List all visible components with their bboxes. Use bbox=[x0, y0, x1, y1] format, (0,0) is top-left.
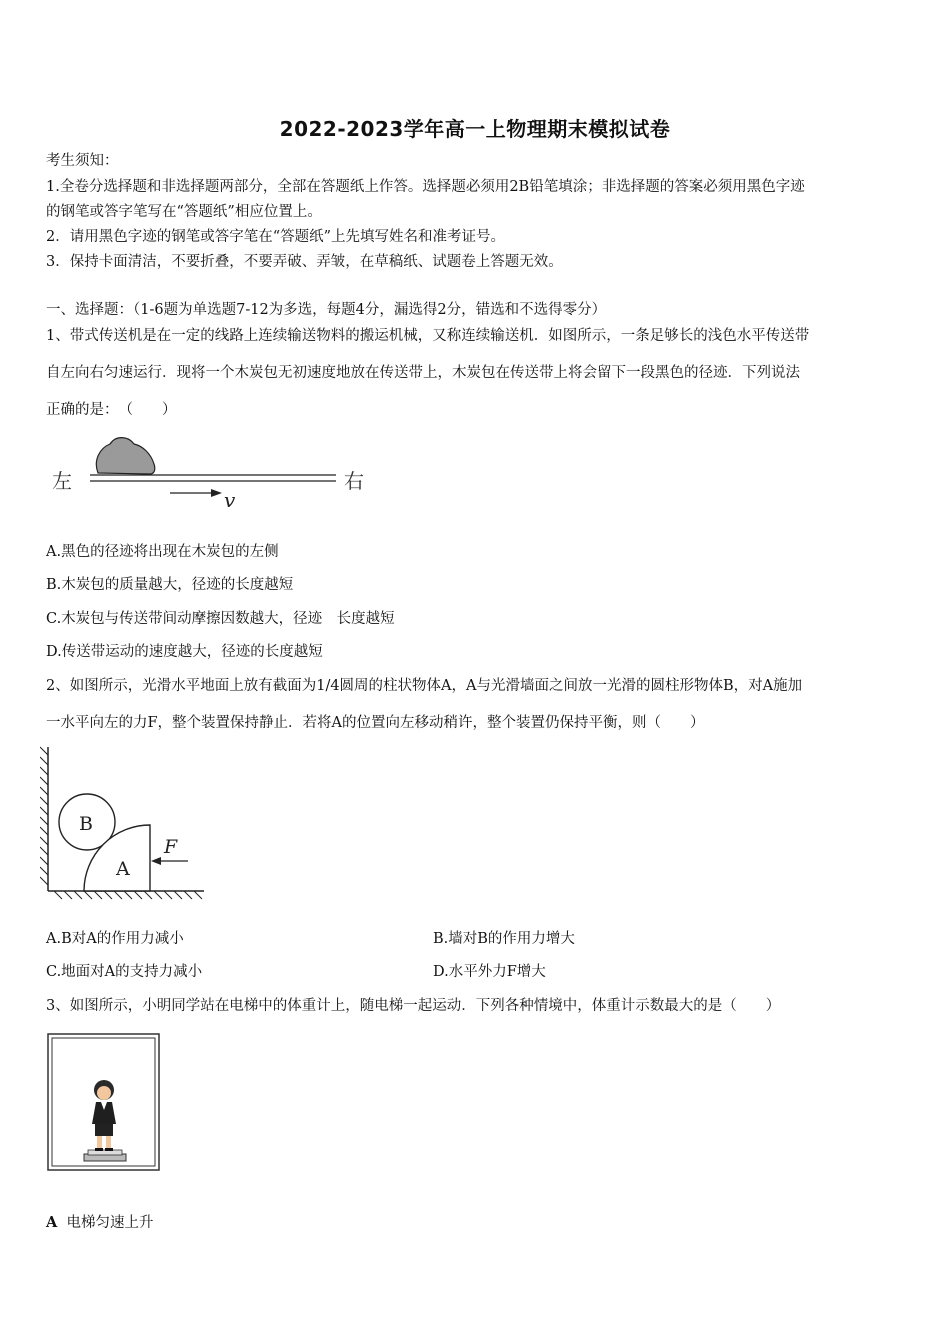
q1-option-b: B.木炭包的质量越大，径迹的长度越短 bbox=[46, 577, 294, 593]
velocity-arrowhead bbox=[211, 489, 222, 497]
notice-item-2: 2．请用黑色字迹的钢笔或答字笔在“答题纸”上先填写姓名和准考证号。 bbox=[46, 229, 506, 245]
notice-item-1-line-2: 的钢笔或答字笔写在“答题纸”相应位置上。 bbox=[46, 204, 322, 220]
force-arrowhead bbox=[151, 857, 161, 865]
q1-stem-line-2: 自左向右匀速运行．现将一个木炭包无初速度地放在传送带上，木炭包在传送带上将会留下一段黑色的径迹．下列说法 bbox=[46, 365, 800, 381]
q2-fig-a-label: A bbox=[116, 858, 130, 880]
q2-stem-line-2: 一水平向左的力F，整个装置保持静止．若将A的位置向左移动稍许，整个装置仍保持平衡，则（ ） bbox=[46, 715, 705, 731]
q2-fig-b-label: B bbox=[79, 813, 93, 835]
notice-item-3: 3．保持卡面清洁，不要折叠，不要弄破、弄皱，在草稿纸、试题卷上答题无效。 bbox=[46, 254, 563, 270]
q1-stem-line-1: 1、带式传送机是在一定的线路上连续输送物料的搬运机械，又称连续输送机．如图所示，一条足够长的浅色水平传送带 bbox=[46, 328, 810, 344]
q1-stem-line-3: 正确的是： （ ） bbox=[46, 402, 177, 418]
q2-option-a: A.B对A的作用力减小 bbox=[46, 931, 184, 947]
notice-item-1-line-1: 1.全卷分选择题和非选择题两部分，全部在答题纸上作答。选择题必须用2B铅笔填涂；非选择题的答案必须用黑色字迹 bbox=[46, 179, 805, 195]
section-heading: 一、选择题：（1-6题为单选题7-12为多选，每题4分，漏选得2分，错选和不选得零分） bbox=[46, 302, 607, 318]
q3-elevator-figure bbox=[46, 1032, 162, 1174]
q1-option-d: D.传送带运动的速度越大，径迹的长度越短 bbox=[46, 644, 323, 660]
q3-stem-line-1: 3、如图所示，小明同学站在电梯中的体重计上，随电梯一起运动．下列各种情境中，体重计示数最大的是（ ） bbox=[46, 998, 781, 1014]
q1-option-a: A.黑色的径迹将出现在木炭包的左侧 bbox=[46, 544, 279, 560]
q1-fig-right-label: 右 bbox=[344, 469, 364, 493]
q3-option-a-letter: A bbox=[46, 1214, 58, 1231]
notice-heading: 考生须知： bbox=[46, 153, 119, 169]
q1-option-c: C.木炭包与传送带间动摩擦因数越大，径迹 长度越短 bbox=[46, 611, 395, 627]
q2-option-d: D.水平外力F增大 bbox=[433, 964, 546, 980]
ground-hatching bbox=[48, 891, 204, 899]
q2-fig-f-label: F bbox=[164, 836, 178, 858]
page-title: 2022-2023学年高一上物理期末模拟试卷 bbox=[279, 117, 671, 141]
q2-option-b: B.墙对B的作用力增大 bbox=[433, 931, 575, 947]
q1-conveyor-figure bbox=[46, 430, 386, 515]
q3-option-a-text: 电梯匀速上升 bbox=[66, 1215, 154, 1231]
charcoal-bag bbox=[96, 438, 154, 474]
q1-fig-v-label: v bbox=[224, 488, 236, 512]
q1-fig-left-label: 左 bbox=[52, 469, 72, 493]
q3-option-a bbox=[46, 1213, 153, 1233]
q2-wall-cylinder-figure bbox=[40, 745, 210, 905]
wall-hatching bbox=[40, 747, 48, 891]
q2-option-c: C.地面对A的支持力减小 bbox=[46, 964, 203, 980]
q2-stem-line-1: 2、如图所示，光滑水平地面上放有截面为1/4圆周的柱状物体A，A与光滑墙面之间放一光滑的圆柱形物体B，对A施加 bbox=[46, 678, 803, 694]
